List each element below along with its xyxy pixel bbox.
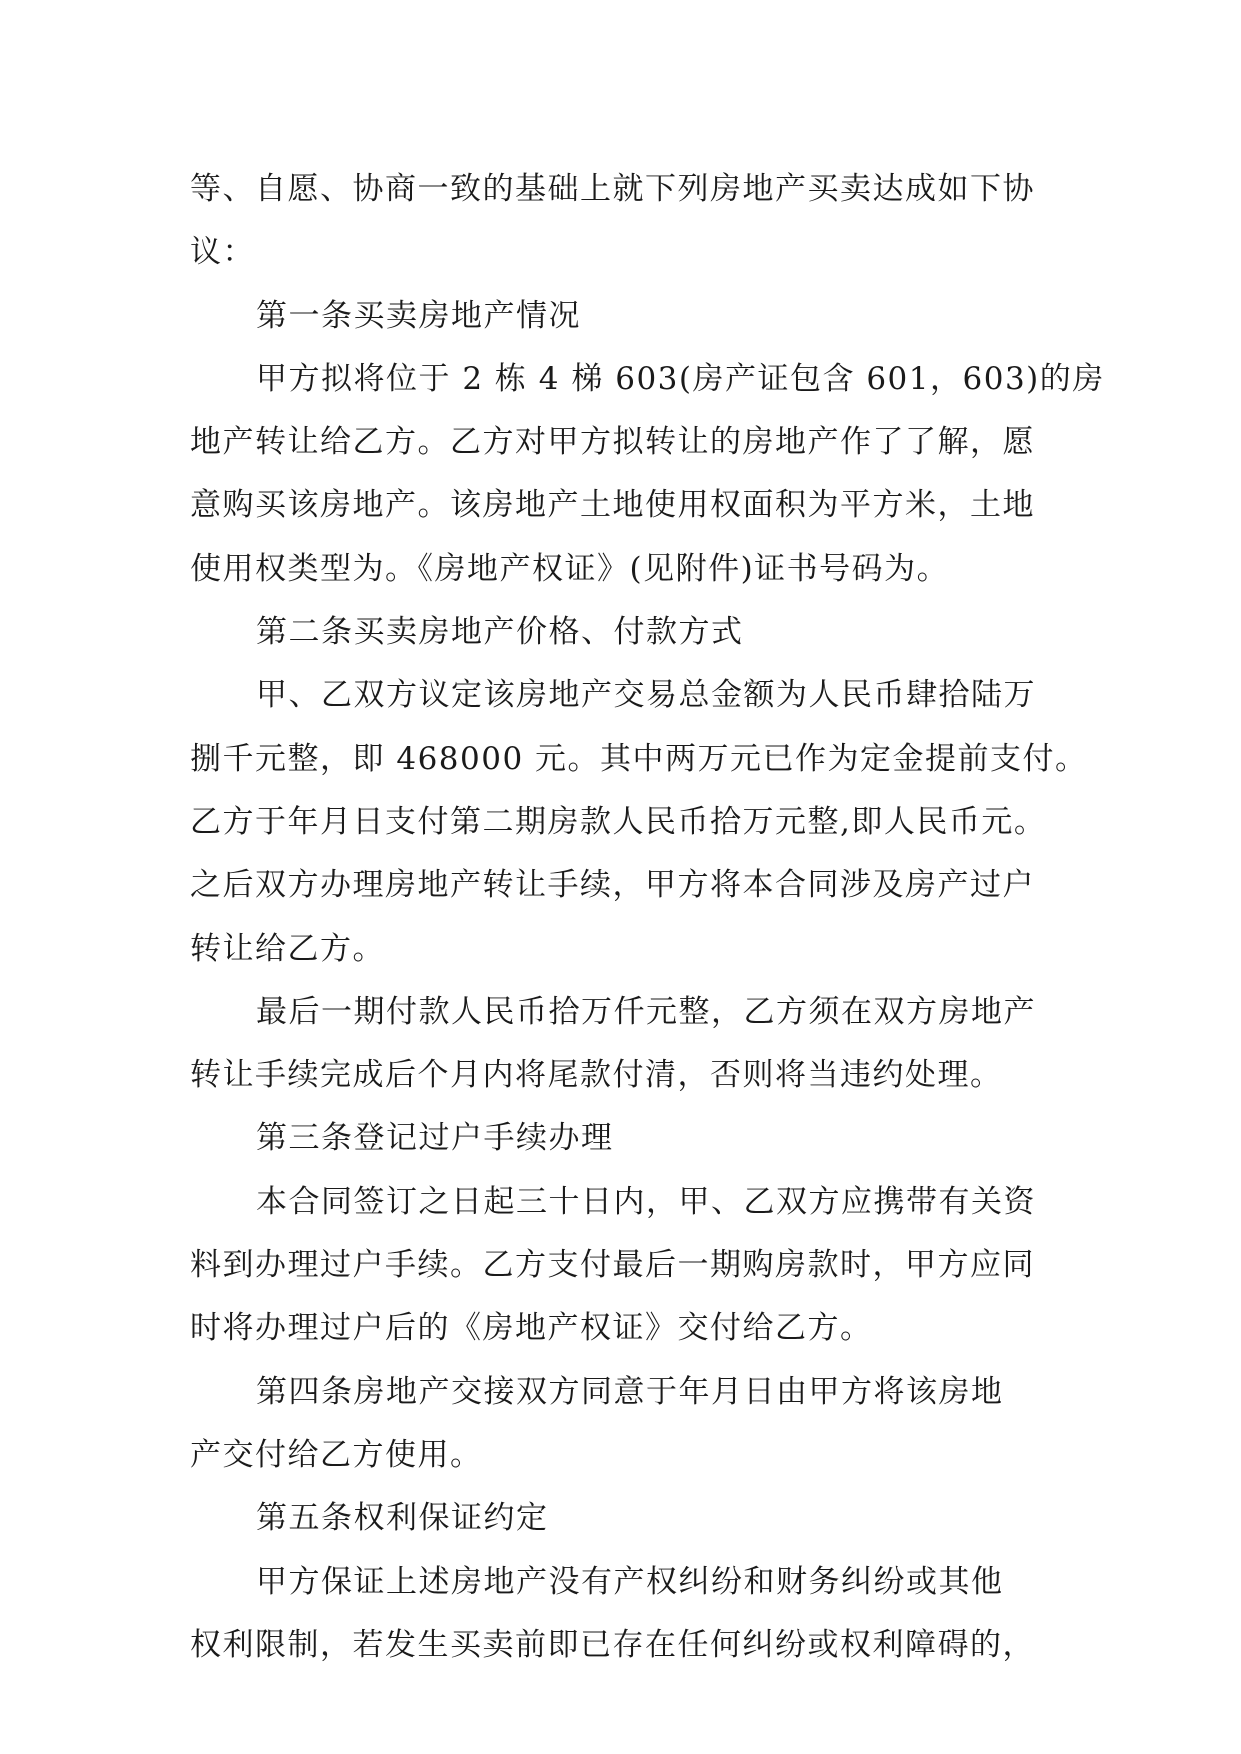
text-line: 时将办理过户后的《房地产权证》交付给乙方。: [190, 1310, 873, 1347]
text-line: 第二条买卖房地产价格、付款方式: [256, 614, 744, 651]
text-line: 产交付给乙方使用。: [190, 1436, 483, 1473]
text-line: 最后一期付款人民币拾万仟元整，乙方须在双方房地产: [256, 993, 1036, 1030]
document-body: [190, 158, 1105, 1677]
text-line: 甲方拟将位于 2 栋 4 梯 603(房产证包含 601，603)的房: [256, 360, 1105, 397]
text-line: 意购买该房地产。该房地产土地使用权面积为平方米，土地: [190, 487, 1035, 524]
text-line: 第四条房地产交接双方同意于年月日由甲方将该房地: [256, 1373, 1004, 1410]
text-line: 转让给乙方。: [190, 930, 385, 967]
text-line: 地产转让给乙方。乙方对甲方拟转让的房地产作了了解，愿: [190, 424, 1035, 461]
text-line: 使用权类型为。《房地产权证》(见附件)证书号码为。: [190, 550, 950, 587]
text-line: 之后双方办理房地产转让手续，甲方将本合同涉及房产过户: [190, 867, 1035, 904]
text-line: 本合同签订之日起三十日内，甲、乙双方应携带有关资: [256, 1183, 1036, 1220]
text-line: 第一条买卖房地产情况: [256, 297, 581, 334]
text-line: 捌千元整，即 468000 元。其中两万元已作为定金提前支付。: [190, 740, 1088, 777]
text-line: 料到办理过户手续。乙方支付最后一期购房款时，甲方应同: [190, 1247, 1035, 1284]
text-line: 转让手续完成后个月内将尾款付清，否则将当违约处理。: [190, 1057, 1003, 1094]
text-line: 第三条登记过户手续办理: [256, 1120, 614, 1157]
text-line: 第五条权利保证约定: [256, 1500, 549, 1537]
text-line: 乙方于年月日支付第二期房款人民币拾万元整,即人民币元。: [190, 803, 1047, 840]
text-line: 甲方保证上述房地产没有产权纠纷和财务纠纷或其他: [256, 1563, 1004, 1600]
text-line: 议：: [190, 234, 255, 271]
text-line: 权利限制，若发生买卖前即已存在任何纠纷或权利障碍的，: [190, 1626, 1035, 1663]
text-line: 等、自愿、协商一致的基础上就下列房地产买卖达成如下协: [190, 171, 1035, 207]
text-line: 甲、乙双方议定该房地产交易总金额为人民币肆拾陆万: [256, 677, 1036, 714]
